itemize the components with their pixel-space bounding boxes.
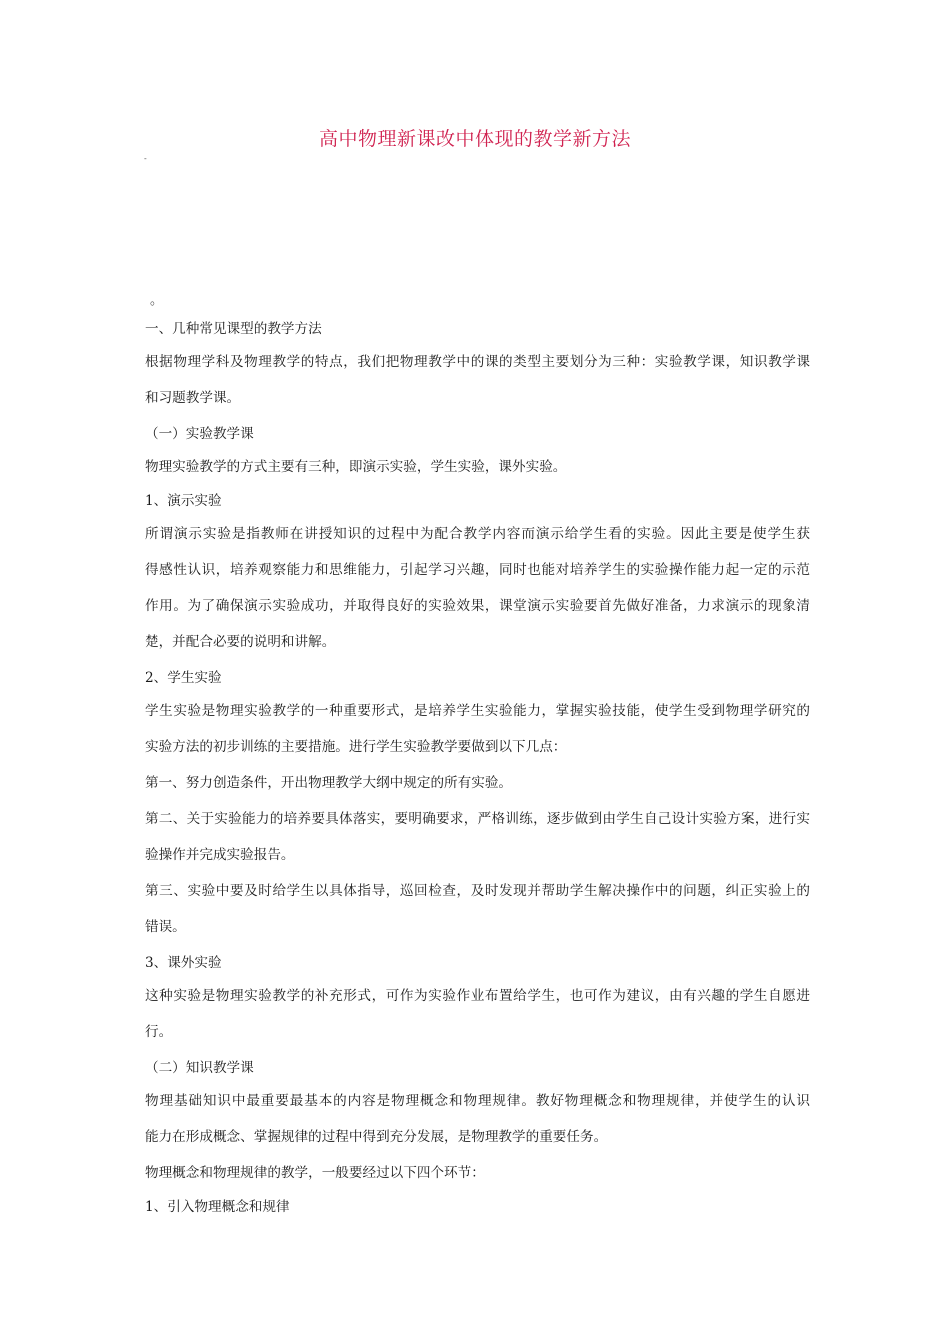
paragraph-line: 错误。 <box>145 919 186 935</box>
paragraph-line: 学生实验是物理实验教学的一种重要形式，是培养学生实验能力，掌握实验技能，使学生受到物理学研究的 <box>145 703 810 719</box>
paragraph-line: 和习题教学课。 <box>145 390 241 406</box>
paragraph-line: 作用。为了确保演示实验成功，并取得良好的实验效果，课堂演示实验要首先做好准备，力求演示的现象清 <box>145 598 810 614</box>
section-heading: 一、几种常见课型的教学方法 <box>145 321 322 337</box>
section-heading: 2、学生实验 <box>145 670 222 686</box>
document-title: 高中物理新课改中体现的教学新方法 <box>318 128 631 150</box>
section-heading: 1、引入物理概念和规律 <box>145 1199 290 1215</box>
paragraph-line: 行。 <box>145 1024 173 1040</box>
paragraph-line: 所谓演示实验是指教师在讲授知识的过程中为配合教学内容而演示给学生看的实验。因此主要是使学生获 <box>145 526 810 542</box>
paragraph-line: 第一、努力创造条件，开出物理教学大纲中规定的所有实验。 <box>145 775 513 791</box>
paragraph-line: 第二、关于实验能力的培养要具体落实，要明确要求，严格训练，逐步做到由学生自己设计实验方案，进行实 <box>145 811 810 827</box>
paragraph-line: 这种实验是物理实验教学的补充形式，可作为实验作业布置给学生，也可作为建议，由有兴趣的学生自愿进 <box>145 988 810 1004</box>
section-heading: 3、课外实验 <box>145 955 222 971</box>
document-body <box>145 316 810 1227</box>
paragraph-line: 验操作并完成实验报告。 <box>145 847 295 863</box>
section-heading: （一）实验教学课 <box>145 426 254 442</box>
paragraph-line: 得感性认识，培养观察能力和思维能力，引起学习兴趣，同时也能对培养学生的实验操作能力起一定的示范 <box>145 562 810 578</box>
paragraph-line: 物理基础知识中最重要最基本的内容是物理概念和物理规律。教好物理概念和物理规律，并使学生的认识 <box>145 1093 810 1109</box>
paragraph-line: 楚，并配合必要的说明和讲解。 <box>145 634 336 650</box>
paragraph-line: 物理实验教学的方式主要有三种，即演示实验，学生实验，课外实验。 <box>145 459 567 475</box>
paragraph-line: 实验方法的初步训练的主要措施。进行学生实验教学要做到以下几点： <box>145 739 567 755</box>
header-mark: - <box>144 154 147 163</box>
paragraph-line: 第三、实验中要及时给学生以具体指导，巡回检查，及时发现并帮助学生解决操作中的问题，纠正实验上的 <box>145 883 810 899</box>
section-heading: （二）知识教学课 <box>145 1060 254 1076</box>
paragraph-line: 能力在形成概念、掌握规律的过程中得到充分发展，是物理教学的重要任务。 <box>145 1129 608 1145</box>
paragraph-mark: 。 <box>150 293 164 308</box>
section-heading: 1、演示实验 <box>145 493 222 509</box>
paragraph-line: 根据物理学科及物理教学的特点，我们把物理教学中的课的类型主要划分为三种：实验教学课，知识教学课 <box>145 354 810 370</box>
paragraph-line: 物理概念和物理规律的教学，一般要经过以下四个环节： <box>145 1165 485 1181</box>
